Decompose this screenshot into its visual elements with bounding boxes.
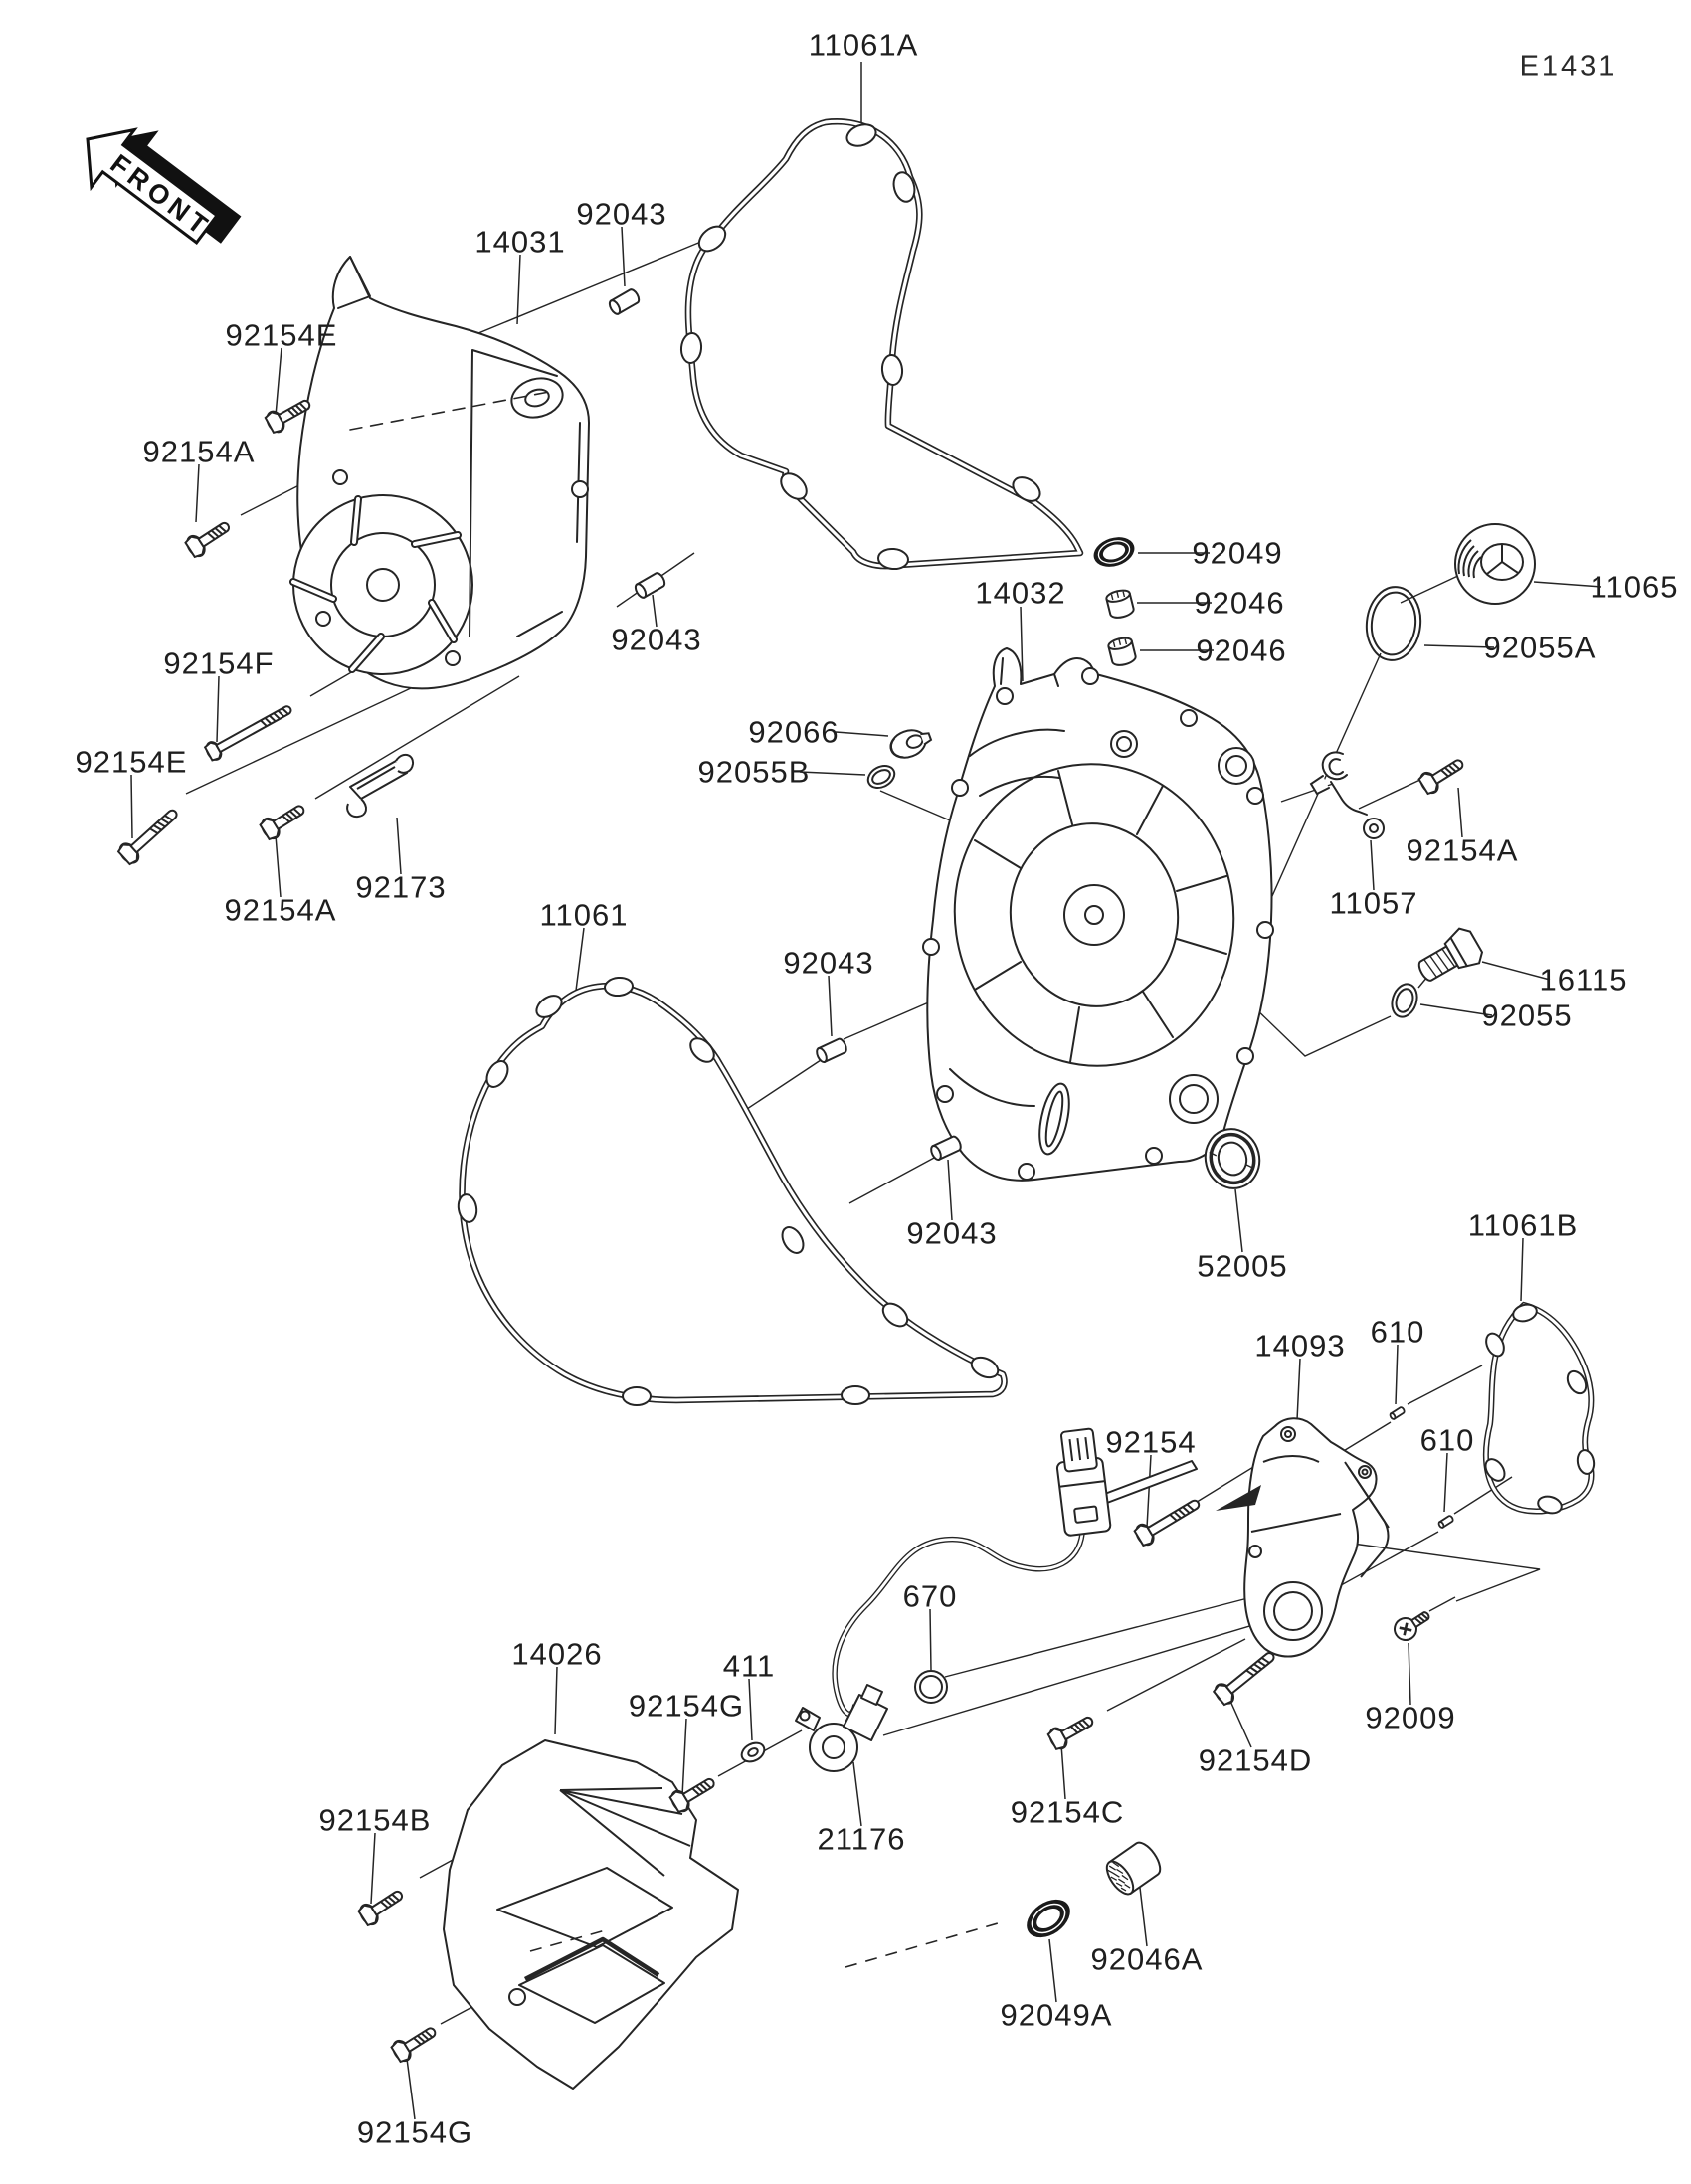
part-label-14032: 14032 bbox=[975, 575, 1066, 611]
part-label-14093: 14093 bbox=[1254, 1328, 1346, 1364]
part-label-92154B: 92154B bbox=[318, 1802, 432, 1838]
part-label-92154E: 92154E bbox=[75, 744, 188, 780]
part-label-610: 610 bbox=[1419, 1422, 1475, 1458]
part-label-11057: 11057 bbox=[1329, 885, 1418, 921]
part-label-92049A: 92049A bbox=[1000, 1997, 1113, 2033]
part-label-92043: 92043 bbox=[576, 196, 667, 232]
part-label-411: 411 bbox=[722, 1648, 776, 1684]
part-label-16115: 16115 bbox=[1539, 962, 1628, 998]
part-label-11061A: 11061A bbox=[808, 27, 919, 63]
part-label-92154: 92154 bbox=[1105, 1424, 1197, 1460]
part-label-92154A: 92154A bbox=[1406, 832, 1519, 868]
part-label-92154D: 92154D bbox=[1198, 1742, 1313, 1778]
part-label-92154F: 92154F bbox=[163, 645, 275, 681]
part-label-92043: 92043 bbox=[611, 622, 702, 657]
part-label-92009: 92009 bbox=[1365, 1700, 1456, 1735]
part-label-92043: 92043 bbox=[906, 1215, 998, 1251]
part-label-92046: 92046 bbox=[1196, 633, 1287, 668]
part-label-92055A: 92055A bbox=[1483, 630, 1597, 665]
part-label-92154A: 92154A bbox=[224, 892, 337, 928]
part-label-21176: 21176 bbox=[817, 1821, 906, 1857]
part-label-92154G: 92154G bbox=[628, 1688, 745, 1724]
part-label-14026: 14026 bbox=[511, 1636, 603, 1672]
part-label-52005: 52005 bbox=[1197, 1248, 1288, 1284]
part-label-92055: 92055 bbox=[1481, 998, 1573, 1033]
part-label-92049: 92049 bbox=[1192, 535, 1283, 571]
part-label-92154E: 92154E bbox=[225, 317, 338, 353]
part-label-610: 610 bbox=[1370, 1314, 1425, 1350]
diagram-code: E1431 bbox=[1519, 50, 1618, 83]
part-label-92154G: 92154G bbox=[356, 2114, 473, 2150]
front-arrow-label: FRONT bbox=[104, 148, 217, 244]
part-label-92055B: 92055B bbox=[697, 754, 811, 790]
part-label-92154C: 92154C bbox=[1010, 1794, 1125, 1830]
part-label-92066: 92066 bbox=[748, 714, 840, 750]
part-label-92173: 92173 bbox=[355, 869, 447, 905]
part-label-92046A: 92046A bbox=[1090, 1941, 1204, 1977]
part-label-92043: 92043 bbox=[783, 945, 874, 981]
part-label-11061: 11061 bbox=[539, 897, 629, 933]
part-label-92154A: 92154A bbox=[142, 434, 256, 469]
part-label-14031: 14031 bbox=[474, 224, 566, 260]
part-label-92046: 92046 bbox=[1194, 585, 1285, 621]
part-label-11061B: 11061B bbox=[1467, 1207, 1579, 1243]
part-label-11065: 11065 bbox=[1590, 569, 1679, 605]
part-label-670: 670 bbox=[902, 1578, 958, 1614]
